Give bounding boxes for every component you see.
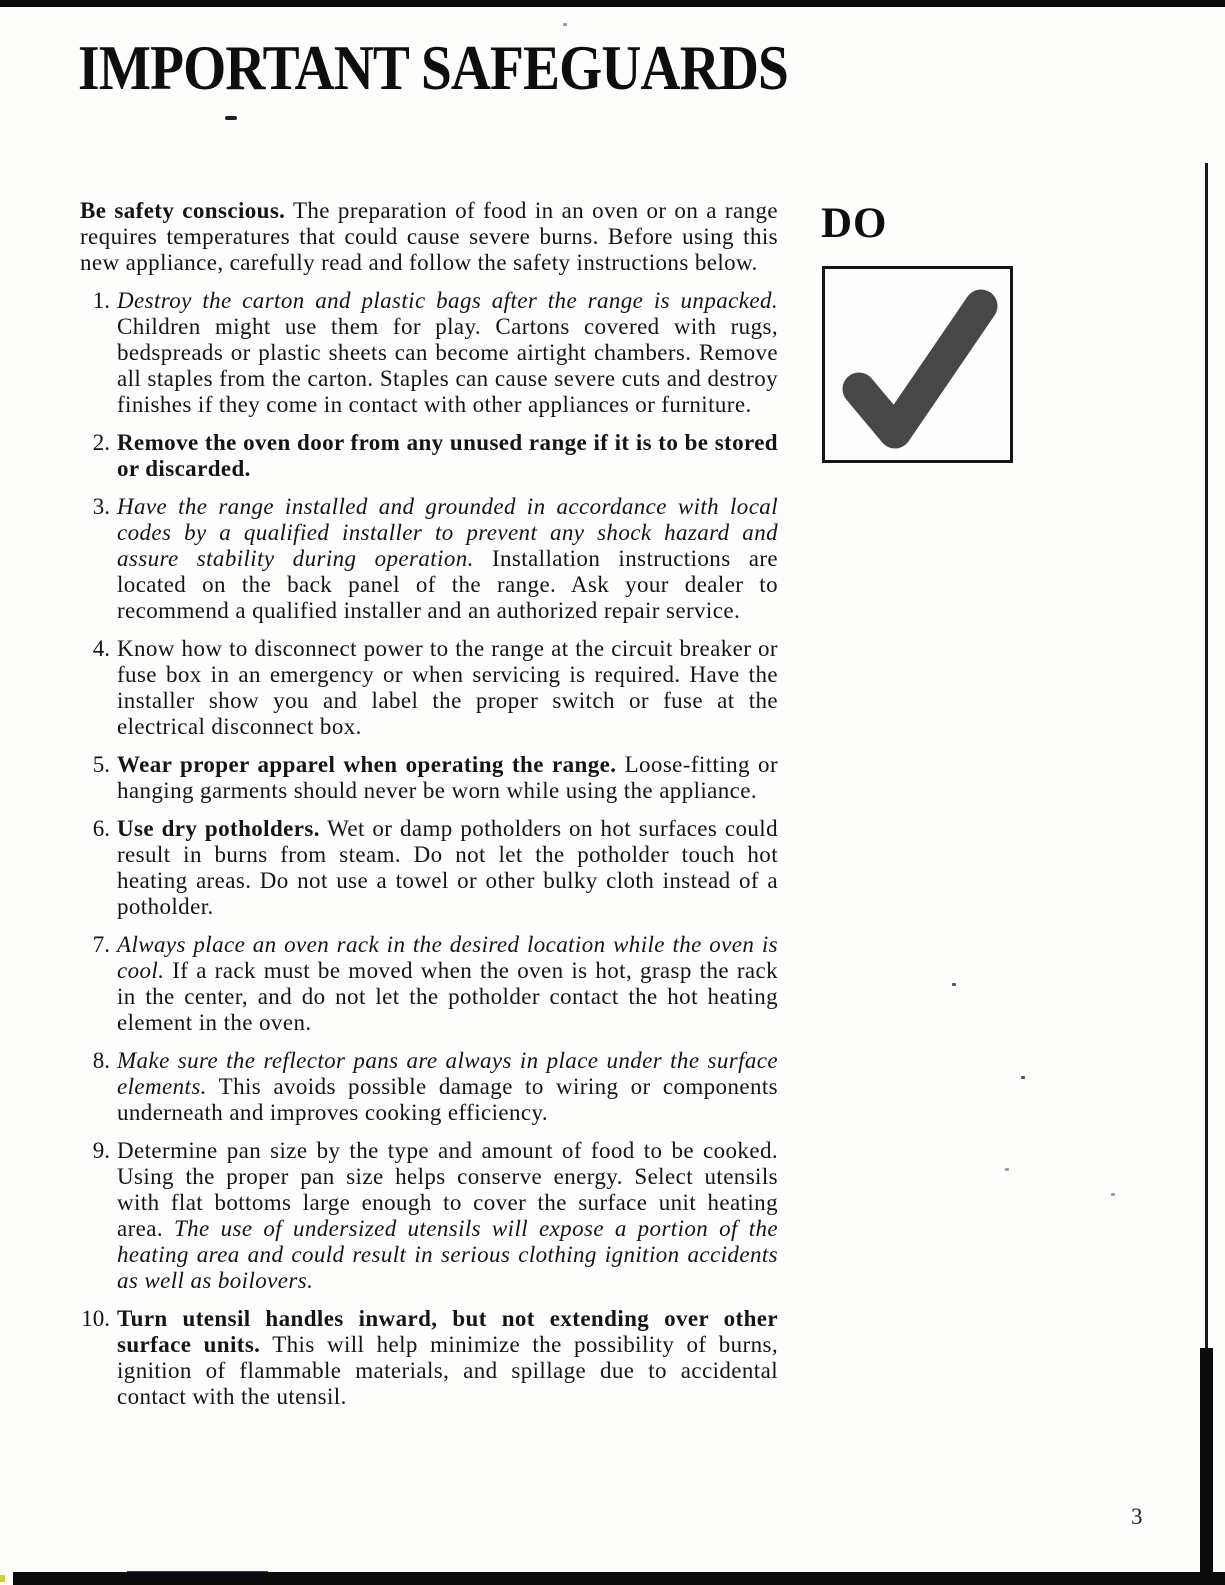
item-number: 10. — [81, 1306, 110, 1331]
text-segment: Destroy the carton and plastic bags after the range is unpacked. — [117, 288, 778, 313]
item-body — [117, 816, 778, 919]
scan-artifact-yellow-mark — [0, 1575, 5, 1582]
item-body — [117, 1138, 778, 1293]
scan-artifact-title-dash — [225, 116, 237, 120]
item-number: 4. — [92, 636, 110, 661]
text-segment: Make sure the reflector pans are always in place under the surface elements. — [117, 1048, 778, 1099]
item-body — [117, 752, 778, 803]
safeguards-content — [80, 198, 778, 1422]
scan-artifact-right-bar — [1200, 1348, 1213, 1585]
item-number: 8. — [92, 1048, 110, 1073]
text-segment: The preparation of food in an oven or on a range requires temperatures that could cause severe burns. Before using this new appliance, carefully read and follow the safety instructions below. — [80, 198, 778, 275]
scan-artifact-top-bar — [0, 0, 1225, 7]
item-body — [117, 1306, 778, 1409]
text-segment: Installation instructions are located on the back panel of the range. Ask your dealer to recommend a qualified installer and an authorized repair service. — [117, 546, 778, 623]
safeguard-item — [80, 494, 778, 624]
text-segment: Wet or damp potholders on hot surfaces could result in burns from steam. Do not let the potholder touch hot heating areas. Do not use a towel or other bulky cloth instead of a potholder. — [117, 816, 778, 919]
item-body — [117, 430, 778, 481]
text-segment: Remove the oven door from any unused range if it is to be stored or discarded. — [117, 430, 778, 481]
item-number: 9. — [92, 1138, 110, 1163]
do-heading: DO — [821, 200, 888, 247]
checkmark-icon — [825, 269, 1010, 460]
text-segment: Know how to disconnect power to the range at the circuit breaker or fuse box in an emergency or when servicing is required. Have the installer show you and label the proper switch or fuse at the electrical disconnect box. — [117, 636, 778, 739]
scan-speck — [952, 983, 956, 986]
scan-artifact-right-line — [1205, 163, 1208, 1363]
text-segment: Turn utensil handles inward, but not extending over other surface units. — [117, 1306, 778, 1357]
text-segment: Determine pan size by the type and amount of food to be cooked. Using the proper pan size helps conserve energy. Select utensils with flat bottoms large enough to cover the surface unit heating area. — [117, 1138, 778, 1241]
scan-speck — [1021, 1076, 1025, 1079]
item-number: 6. — [92, 816, 110, 841]
safeguard-item — [80, 288, 778, 418]
item-number: 3. — [92, 494, 110, 519]
text-segment: The use of undersized utensils will expose a portion of the heating area and could result in serious clothing ignition accidents as well as boilovers. — [117, 1216, 778, 1293]
safeguard-item — [80, 1048, 778, 1126]
page-title: IMPORTANT SAFEGUARDS — [78, 33, 788, 103]
intro-paragraph — [80, 198, 778, 276]
text-segment: Always place an oven rack in the desired location while the oven is cool. — [117, 932, 778, 983]
safeguard-item — [80, 1138, 778, 1294]
item-body — [117, 636, 778, 739]
scan-speck — [1005, 1168, 1009, 1171]
item-number: 2. — [92, 430, 110, 455]
text-segment: If a rack must be moved when the oven is hot, grasp the rack in the center, and do not let the potholder contact the hot heating element in the oven. — [117, 958, 778, 1035]
scan-artifact-bottom-bar — [13, 1572, 1225, 1585]
item-body — [117, 932, 778, 1035]
item-number: 1. — [92, 288, 110, 313]
scan-speck — [1111, 1193, 1115, 1196]
item-number: 7. — [92, 932, 110, 957]
item-number: 5. — [92, 752, 110, 777]
safeguard-item — [80, 816, 778, 920]
text-segment: Use dry potholders. — [117, 816, 320, 841]
safeguard-item — [80, 1306, 778, 1410]
text-segment: Children might use them for play. Cartons covered with rugs, bedspreads or plastic sheets can become airtight chambers. Remove all staples from the carton. Staples can cause severe cuts and destroy finishes if they come in contact with other appliances or furniture. — [117, 314, 778, 417]
do-checkbox — [822, 266, 1013, 463]
safeguard-item — [80, 636, 778, 740]
safeguard-item — [80, 430, 778, 482]
safeguard-item — [80, 752, 778, 804]
safeguard-item — [80, 932, 778, 1036]
text-segment: Wear proper apparel when operating the range. — [117, 752, 617, 777]
safeguards-list — [80, 288, 778, 1410]
text-segment: Have the range installed and grounded in accordance with local codes by a qualified installer to prevent any shock hazard and assure stability during operation. — [117, 494, 778, 571]
page-number: 3 — [1131, 1504, 1143, 1529]
scan-speck — [563, 23, 567, 26]
item-body — [117, 288, 778, 417]
item-body — [117, 494, 778, 623]
item-body — [117, 1048, 778, 1125]
text-segment: Be safety conscious. — [80, 198, 286, 223]
text-segment: This avoids possible damage to wiring or components underneath and improves cooking efficiency. — [117, 1074, 778, 1125]
text-segment: Loose-fitting or hanging garments should never be worn while using the appliance. — [117, 752, 779, 803]
text-segment: This will help minimize the possibility of burns, ignition of flammable materials, and spillage due to accidental contact with the utensil. — [117, 1332, 778, 1409]
